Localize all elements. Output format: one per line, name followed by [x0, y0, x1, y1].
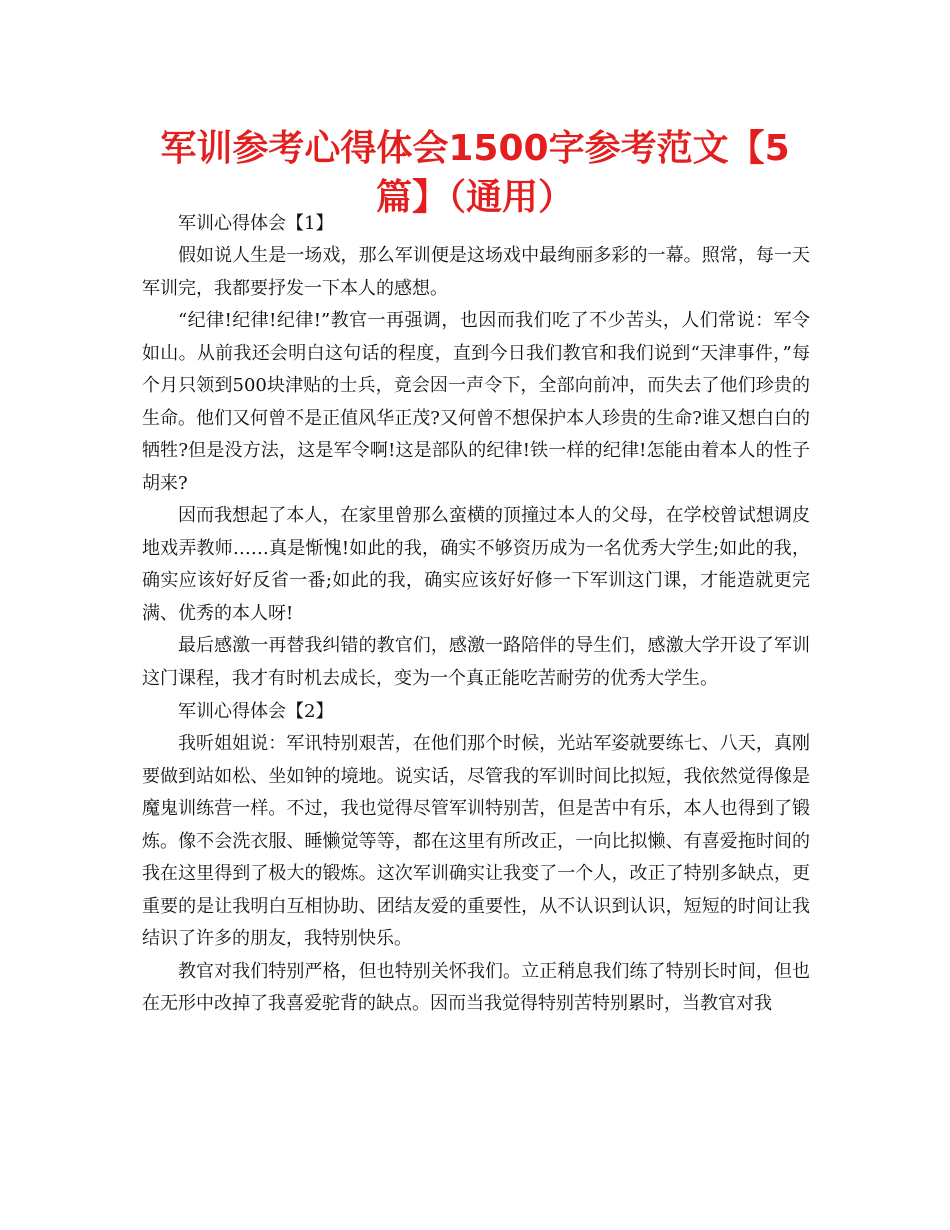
document-body	[142, 207, 810, 1021]
paragraph: 最后感激一再替我纠错的教官们，感激一路陪伴的导生们，感激大学开设了军训这门课程，我才有时机去成长，变为一个真正能吃苦耐劳的优秀大学生。	[142, 635, 810, 689]
document-title: 军训参考心得体会1500字参考范文【5篇】（通用）	[160, 128, 790, 218]
paragraph: 因而我想起了本人，在家里曾那么蛮横的顶撞过本人的父母，在学校曾试想调皮地戏弄教师……真是惭愧!如此的我，确实不够资历成为一名优秀大学生;如此的我，确实应该好好反省一番;如此的我，确实应该好好修一下军训这门课，才能造就更完满、优秀的本人呀!	[142, 505, 810, 624]
paragraph: 我听姐姐说：军讯特别艰苦，在他们那个时候，光站军姿就要练七、八天，真刚要做到站如松、坐如钟的境地。说实话，尽管我的军训时间比拟短，我依然觉得像是魔鬼训练营一样。不过，我也觉得尽管军训特别苦，但是苦中有乐，本人也得到了锻炼。像不会洗衣服、睡懒觉等等，都在这里有所改正，一向比拟懒、有喜爱拖时间的我在这里得到了极大的锻炼。这次军训确实让我变了一个人，改正了特别多缺点，更重要的是让我明白互相协助、团结友爱的重要性，从不认识到认识，短短的时间让我结识了许多的朋友，我特别快乐。	[142, 733, 810, 949]
section-heading: 军训心得体会【1】	[178, 213, 334, 234]
section-heading: 军训心得体会【2】	[178, 701, 334, 722]
paragraph: 教官对我们特别严格，但也特别关怀我们。立正稍息我们练了特别长时间，但也在无形中改掉了我喜爱驼背的缺点。因而当我觉得特别苦特别累时，当教官对我	[142, 960, 810, 1014]
paragraph: “纪律!纪律!纪律!”教官一再强调，也因而我们吃了不少苦头，人们常说：军令如山。从前我还会明白这句话的程度，直到今日我们教官和我们说到“天津事件，”每个月只领到500块津贴的士兵，竟会因一声令下，全部向前冲，而失去了他们珍贵的生命。他们又何曾不是正值风华正茂?又何曾不想保护本人珍贵的生命?谁又想白白的牺牲?但是没方法，这是军令啊!这是部队的纪律!铁一样的纪律!怎能由着本人的性子胡来?	[142, 310, 810, 494]
paragraph: 假如说人生是一场戏，那么军训便是这场戏中最绚丽多彩的一幕。照常，每一天军训完，我都要抒发一下本人的感想。	[142, 245, 810, 299]
